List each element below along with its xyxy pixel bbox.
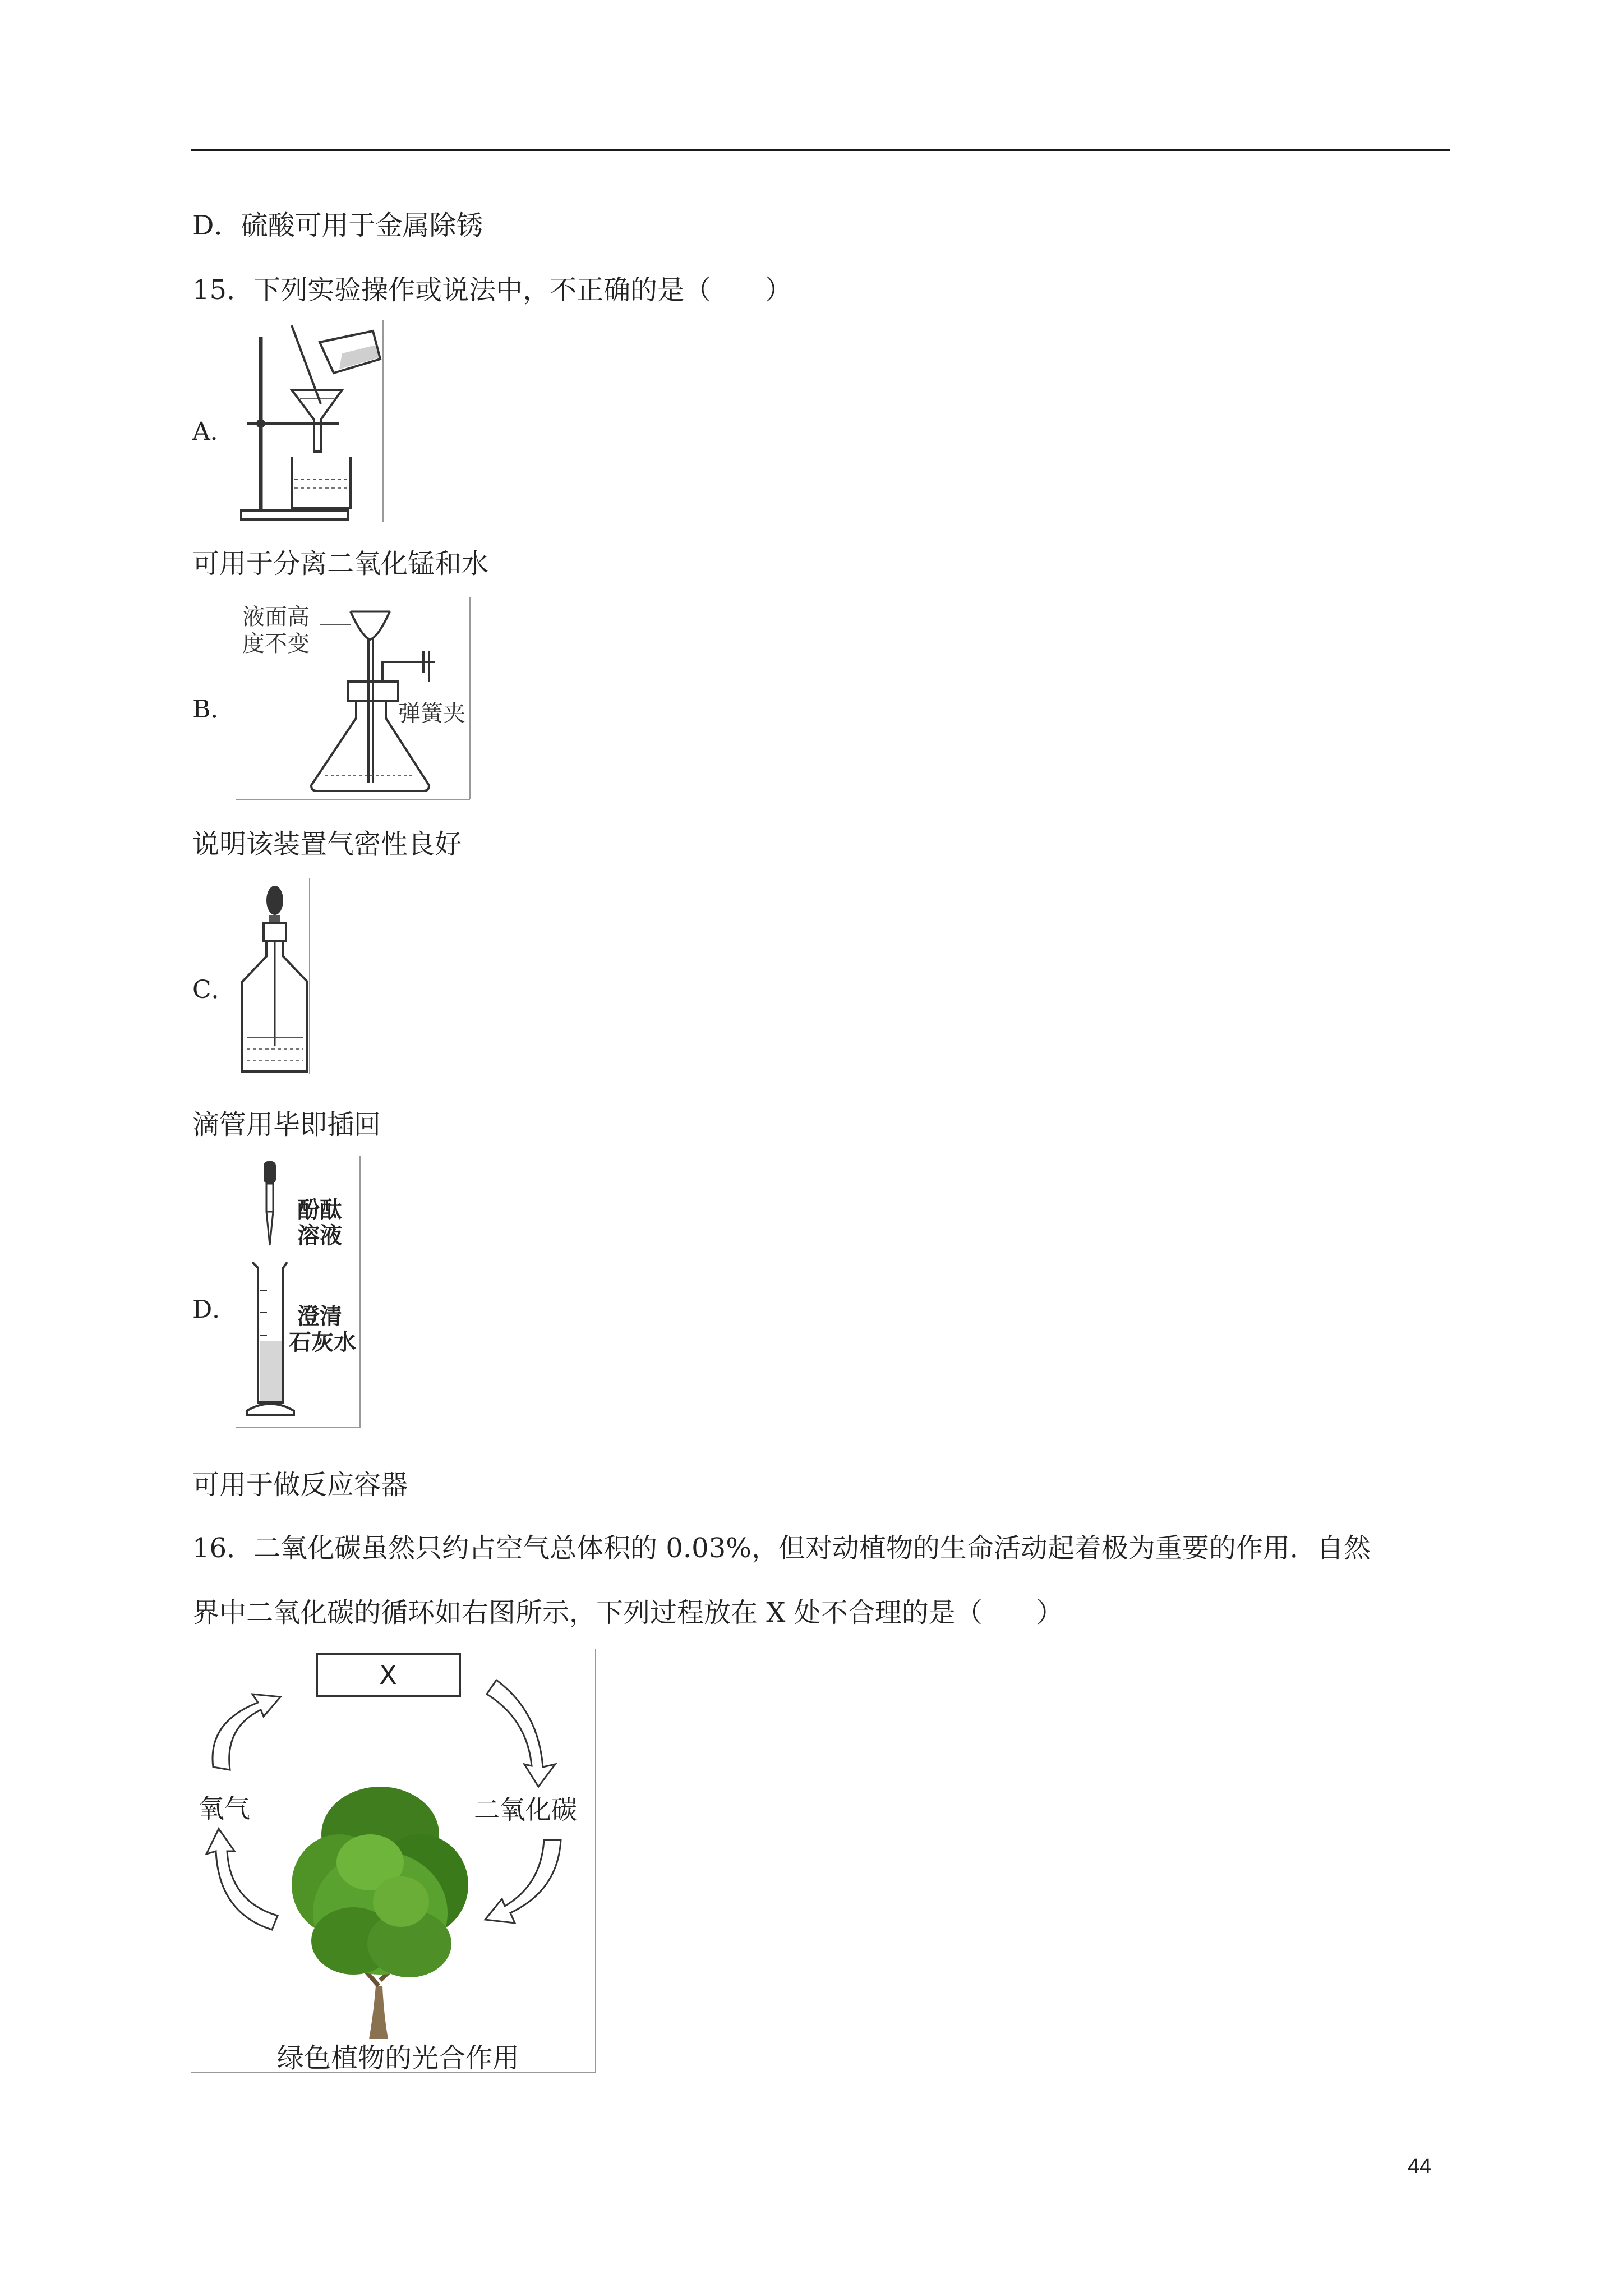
airtightness-check-figure — [236, 597, 474, 805]
carbon-cycle-diagram — [191, 1649, 600, 2078]
fig-label-limewater: 石灰水 — [289, 1329, 356, 1355]
x-box-label: X — [379, 1660, 397, 1690]
arrow-plant-to-oxygen — [206, 1829, 278, 1930]
option-c-label: C． — [192, 976, 236, 1004]
prev-option-d: D．硫酸可用于金属除锈 — [192, 210, 483, 241]
tree-icon — [292, 1787, 468, 2039]
option-d-caption: 可用于做反应容器 — [192, 1469, 408, 1501]
question-16-stem-line-1: 16．二氧化碳虽然只约占空气总体积的 0.03%，但对动植物的生命活动起着极为重要的作用．自然 — [192, 1533, 1371, 1564]
option-d-label: D． — [192, 1295, 237, 1324]
fig-label-unchanged: 度不变 — [242, 631, 310, 657]
option-b-caption: 说明该装置气密性良好 — [192, 829, 462, 860]
label-oxygen: 氧气 — [199, 1793, 250, 1824]
arrow-co2-to-plant — [485, 1840, 561, 1923]
graduated-cylinder-figure — [236, 1156, 365, 1430]
fig-label-solution: 溶液 — [297, 1223, 342, 1249]
label-carbon-dioxide: 二氧化碳 — [474, 1795, 577, 1825]
option-a-caption: 可用于分离二氧化锰和水 — [192, 548, 489, 579]
page-number: 44 — [1408, 2155, 1432, 2178]
arrow-oxygen-to-x — [213, 1694, 280, 1770]
arrow-x-to-co2 — [487, 1680, 555, 1787]
dropper-bottle-figure — [236, 878, 314, 1080]
fig-label-clear: 澄清 — [297, 1304, 342, 1329]
option-c-caption: 滴管用毕即插回 — [192, 1109, 381, 1140]
header-rule — [191, 149, 1450, 151]
filtration-apparatus-figure — [236, 320, 387, 527]
option-b-label: B． — [192, 695, 236, 724]
question-16-stem-line-2: 界中二氧化碳的循环如右图所示，下列过程放在 X 处不合理的是（ ） — [192, 1597, 1063, 1628]
question-15-stem: 15．下列实验操作或说法中，不正确的是（ ） — [192, 274, 792, 306]
label-photosynthesis: 绿色植物的光合作用 — [276, 2042, 520, 2074]
option-a-label: A． — [192, 417, 235, 446]
fig-label-liquid-level: 液面高 — [242, 604, 310, 630]
fig-label-spring-clamp: 弹簧夹 — [398, 701, 465, 726]
fig-label-phenolphthalein: 酚酞 — [297, 1197, 342, 1223]
